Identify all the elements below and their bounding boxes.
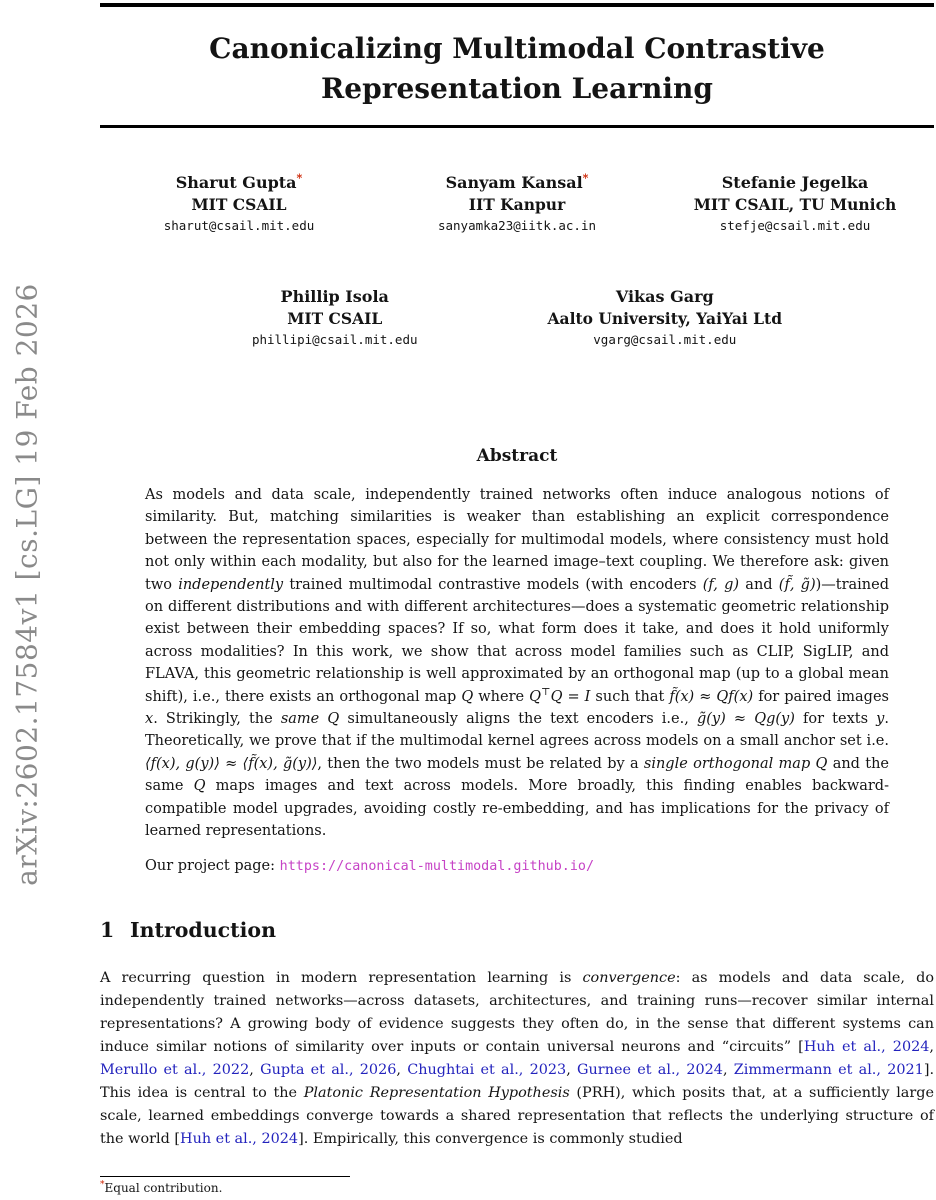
citation-link[interactable]: Huh et al., 2024 — [180, 1130, 299, 1147]
footnote — [100, 1174, 930, 1195]
text-span: Platonic Representation Hypothesis — [303, 1084, 570, 1101]
author-row-1 — [100, 172, 934, 236]
text-span: , — [722, 1061, 734, 1078]
author-name-text: Sanyam Kansal — [445, 173, 583, 192]
text-span: : as models and data scale, do independently trained networks—across datasets, architectures, and training runs—recover similar internal representations? A growing body of evidence suggests they often do, in the sense that different systems can induce similar notions of similarity over inputs or contain universal neurons and “circuits” [ — [100, 969, 935, 1055]
author-affiliation: IIT Kanpur — [468, 195, 566, 214]
author-email: vgarg@csail.mit.edu — [593, 332, 737, 347]
citation-link[interactable]: Chughtai et al., 2023 — [407, 1061, 567, 1078]
author-name — [100, 172, 378, 194]
abstract-heading: Abstract — [476, 446, 558, 466]
citation-link[interactable]: Huh et al., 2024 — [803, 1038, 930, 1055]
text-span: )—trained on different distributions and with different architectures—does a systematic geometric relationship exist between their embedding spaces? If so, what form does it take, and does it hold uniformly across modalities? In this work, we show that across model families such as CLIP, SigLIP, and FLAVA, this geometric relationship is well approximated by an orthogonal map (up to a global mean shift), i.e., there exists an orthogonal map — [145, 576, 890, 705]
text-span: and — [739, 576, 779, 593]
text-span: x — [145, 711, 154, 728]
footnote-star: * — [100, 1180, 105, 1190]
author-affiliation: MIT CSAIL, TU Munich — [693, 195, 897, 214]
author-email: stefje@csail.mit.edu — [719, 218, 871, 233]
introduction-paragraph — [100, 967, 934, 1151]
text-span: Q — [529, 688, 542, 705]
title-rule — [100, 125, 934, 128]
text-span: (f̃, g̃) — [778, 576, 816, 593]
footnote-text-line — [100, 1181, 930, 1195]
footnote-rule — [100, 1176, 350, 1177]
author-block — [100, 172, 378, 236]
text-span: , — [249, 1061, 261, 1078]
author-affiliation: MIT CSAIL — [287, 309, 383, 328]
citation-link[interactable]: Merullo et al., 2022 — [100, 1061, 250, 1078]
author-block — [548, 286, 783, 350]
text-span: single orthogonal map — [643, 755, 811, 772]
text-span: Q — [327, 711, 340, 728]
equal-contribution-star: * — [582, 171, 589, 185]
text-span: Q — [461, 688, 474, 705]
text-span: ]. Empirically, this convergence is commonly studied — [298, 1130, 683, 1147]
citation-link[interactable]: Gupta et al., 2026 — [260, 1061, 397, 1078]
paper-title-line2: Representation Learning — [321, 72, 713, 105]
text-span: ⊤ — [541, 686, 551, 698]
text-span: maps images and text across models. More broadly, this finding enables backward-compatible model upgrades, avoiding costly re-embedding, and has implications for the privacy of learned representations. — [145, 778, 889, 840]
section-title: Introduction — [130, 917, 276, 942]
text-span: Q — [193, 778, 206, 795]
text-span: As models and data scale, independently trained networks often induce analogous notions of similarity. But, matching similarities is weaker than establishing an explicit correspondence between the representation spaces, especially for multimodal models, where consistency must hold not only within each modality, but also for the learned image–text coupling. We therefore ask: given two — [145, 487, 889, 593]
project-page-line — [145, 858, 889, 874]
citation-link[interactable]: Gurnee et al., 2024 — [577, 1061, 723, 1078]
footnote-text: Equal contribution. — [104, 1181, 223, 1195]
text-span: . Theoretically, we prove that if the multimodal kernel agrees across models on a small anchor set i.e. — [145, 711, 889, 750]
text-span: A recurring question in modern representation learning is — [100, 969, 583, 986]
citation-link[interactable]: Zimmermann et al., 2021 — [733, 1061, 924, 1078]
arxiv-watermark: arXiv:2602.17584v1 [cs.LG] 19 Feb 2026 — [10, 283, 44, 886]
text-span: trained multimodal contrastive models (with encoders — [283, 576, 703, 593]
author-email: sanyamka23@iitk.ac.in — [437, 218, 597, 233]
author-block — [656, 172, 934, 236]
text-span: (PRH), which posits that, at a sufficiently large scale, learned embeddings converge towards a shared representation that reflects the underlying structure of the world [ — [100, 1084, 934, 1147]
text-span: such that — [590, 688, 670, 705]
text-span: for paired images — [753, 688, 889, 705]
author-name-text: Vikas Garg — [615, 287, 714, 306]
text-span: and the same — [145, 755, 889, 795]
text-span: where — [473, 688, 530, 705]
text-span: y — [876, 711, 885, 728]
abstract-body — [145, 484, 889, 843]
text-span: Q = I — [550, 688, 591, 705]
equal-contribution-star: * — [296, 171, 303, 185]
text-span: same — [280, 711, 320, 728]
author-affiliation: MIT CSAIL — [191, 195, 287, 214]
text-span: g̃(y) ≈ Qg(y) — [696, 711, 795, 728]
top-rule — [100, 3, 934, 7]
text-span: f̃(x) ≈ Qf(x) — [669, 688, 754, 705]
text-span: convergence — [582, 969, 676, 986]
author-name — [252, 286, 418, 308]
text-span: , — [929, 1038, 934, 1055]
section-heading-introduction — [100, 918, 934, 942]
author-name — [656, 172, 934, 194]
section-number: 1 — [100, 917, 115, 942]
text-span: , — [566, 1061, 578, 1078]
author-name — [548, 286, 783, 308]
project-url-link[interactable]: https://canonical-multimodal.github.io/ — [279, 858, 595, 874]
author-email: sharut@csail.mit.edu — [163, 218, 315, 233]
author-row-2 — [100, 286, 934, 350]
text-span: simultaneously aligns the text encoders i.e., — [339, 711, 697, 728]
author-name-text: Phillip Isola — [280, 287, 389, 306]
text-span: , then the two models must be related by a — [317, 755, 644, 772]
text-span: , — [396, 1061, 408, 1078]
author-block — [378, 172, 656, 236]
text-span: . Strikingly, the — [153, 711, 281, 728]
author-name — [378, 172, 656, 194]
author-email: phillipi@csail.mit.edu — [251, 332, 418, 347]
author-block — [252, 286, 418, 350]
author-name-text: Stefanie Jegelka — [721, 173, 869, 192]
text-span: (f, g) — [702, 576, 740, 593]
author-name-text: Sharut Gupta — [175, 173, 297, 192]
text-span: independently — [178, 576, 284, 593]
text-span: Q — [815, 755, 828, 772]
paper-title-line1: Canonicalizing Multimodal Contrastive — [209, 32, 825, 65]
text-span: ⟨f(x), g(y)⟩ ≈ ⟨f̃(x), g̃(y)⟩ — [145, 755, 318, 772]
author-affiliation: Aalto University, YaiYai Ltd — [547, 309, 783, 328]
text-span: for texts — [794, 711, 877, 728]
text-span: Our project page: — [145, 857, 280, 874]
paper-title — [100, 29, 934, 109]
text-span: ]. This idea is central to the — [100, 1061, 935, 1101]
